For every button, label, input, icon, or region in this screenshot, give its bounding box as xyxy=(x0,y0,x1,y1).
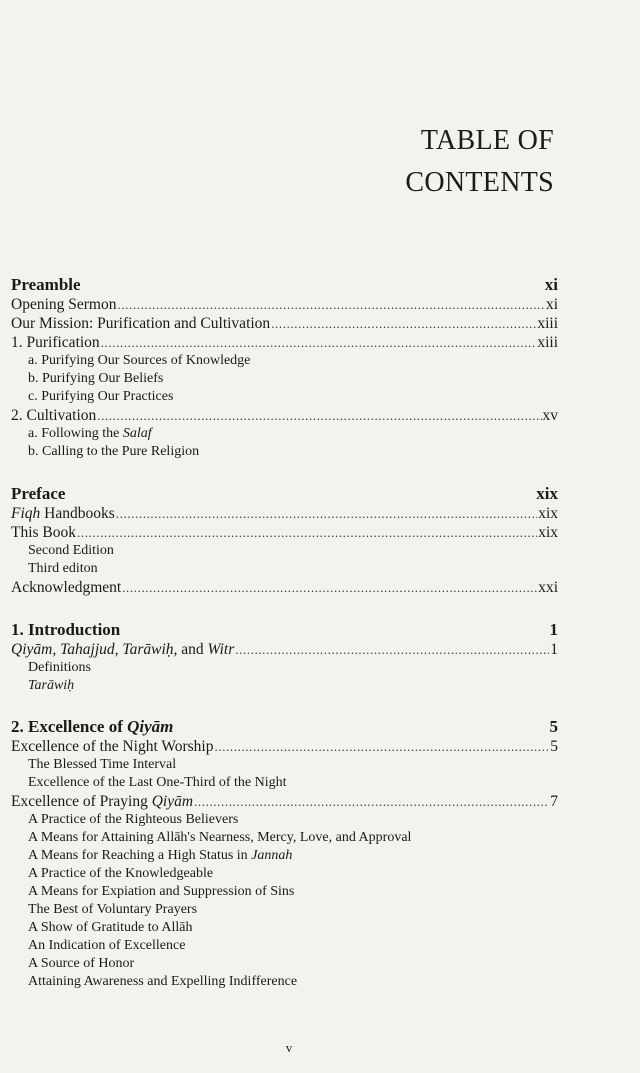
toc-subentry-text: The Blessed Time Interval xyxy=(28,757,177,772)
toc-entry-text: Opening Sermon xyxy=(11,296,117,313)
dot-leader xyxy=(235,640,549,659)
toc-entry-page-number: xxi xyxy=(538,579,558,596)
toc-entry-page-number: xv xyxy=(542,407,558,424)
toc-subentry-text: a. Following the xyxy=(28,426,123,441)
toc-section-preface xyxy=(11,484,558,597)
toc-entry-label xyxy=(11,406,96,425)
toc-subentry-text: An Indication of Excellence xyxy=(28,938,186,953)
section-page-number: 5 xyxy=(549,717,558,736)
section-heading-label xyxy=(11,275,81,295)
toc-subentry[interactable] xyxy=(11,811,558,829)
toc-entry-text: Witr xyxy=(207,641,235,658)
dot-leader xyxy=(215,737,550,756)
toc-subentry[interactable] xyxy=(11,756,558,774)
toc-subentry-text: Definitions xyxy=(28,660,91,675)
title-line-1: TABLE OF xyxy=(420,125,554,156)
toc-entry-page-number: 1 xyxy=(550,641,558,658)
toc-entry-label xyxy=(11,523,76,542)
toc-entry[interactable] xyxy=(11,792,558,811)
section-heading-label xyxy=(11,717,173,737)
toc-subentry[interactable] xyxy=(11,865,558,883)
toc-entry-label xyxy=(11,792,193,811)
toc-subentry[interactable] xyxy=(11,443,558,461)
toc-subentry[interactable] xyxy=(11,955,558,973)
toc-subentry[interactable] xyxy=(11,370,558,388)
toc-entry-text: 1. Purification xyxy=(11,334,100,351)
section-heading-italic-text: Qiyām xyxy=(127,717,174,736)
toc-subentry-text: b. Purifying Our Beliefs xyxy=(28,371,164,386)
toc-entry-label xyxy=(11,333,100,352)
toc-subentry[interactable] xyxy=(11,677,558,695)
toc-subentry-text: Tarāwiḥ xyxy=(28,678,75,693)
toc-subentry[interactable] xyxy=(11,388,558,406)
toc-entry-text: Excellence of Praying xyxy=(11,793,152,810)
toc-subentry[interactable] xyxy=(11,560,558,578)
section-heading-text: Preamble xyxy=(11,275,81,294)
toc-subentry-text: Attaining Awareness and Expelling Indifference xyxy=(28,974,298,989)
section-heading-label xyxy=(11,620,120,640)
toc-entry-page-number: xi xyxy=(545,296,558,313)
toc-entry-text: Our Mission: Purification and Cultivation xyxy=(11,315,271,332)
toc-entry[interactable] xyxy=(11,406,558,425)
section-heading[interactable] xyxy=(11,275,558,295)
toc-entry-page-number: xiii xyxy=(537,315,558,332)
toc-subentry-text: A Source of Honor xyxy=(28,956,135,971)
section-page-number: xix xyxy=(536,484,558,503)
toc-subentry-text: A Means for Reaching a High Status in xyxy=(28,848,252,863)
dot-leader xyxy=(194,792,549,811)
toc-section-preamble xyxy=(11,275,558,461)
toc-subentry[interactable] xyxy=(11,919,558,937)
toc-entry[interactable] xyxy=(11,578,558,597)
toc-subentry[interactable] xyxy=(11,847,558,865)
section-page-number: 1 xyxy=(549,620,558,639)
toc-entry-page-number: xix xyxy=(538,524,558,541)
toc-entry-text: Handbooks xyxy=(40,505,115,522)
dot-leader xyxy=(77,523,537,542)
toc-entry-text: 2. Cultivation xyxy=(11,407,97,424)
dot-leader xyxy=(122,578,537,597)
toc-subentry-text: A Show of Gratitude to Allāh xyxy=(28,920,193,935)
toc-subentry[interactable] xyxy=(11,774,558,792)
toc-entry-label xyxy=(11,578,121,597)
toc-subentry-text: A Means for Expiation and Suppression of Sins xyxy=(28,884,295,899)
section-heading[interactable] xyxy=(11,717,558,737)
toc-entry[interactable] xyxy=(11,333,558,352)
dot-leader xyxy=(97,406,541,425)
toc-entry-label xyxy=(11,504,115,523)
section-heading-text: 2. Excellence of xyxy=(11,717,128,736)
toc-entry-label xyxy=(11,314,270,333)
toc-subentry[interactable] xyxy=(11,901,558,919)
toc-entry-text: Acknowledgment xyxy=(11,579,122,596)
dot-leader xyxy=(101,333,537,352)
toc-subentry-text: A Practice of the Knowledgeable xyxy=(28,866,214,881)
toc-subentry-text: A Means for Attaining Allāh's Nearness, Mercy, Love, and Approval xyxy=(28,830,412,845)
toc-entry[interactable] xyxy=(11,523,558,542)
section-page-number: xi xyxy=(544,275,558,294)
toc-subentry[interactable] xyxy=(11,659,558,677)
toc-entry-text: and xyxy=(177,641,208,658)
section-heading-label xyxy=(11,484,65,504)
toc-entry-text: Qiyām xyxy=(151,793,194,810)
dot-leader xyxy=(116,504,537,523)
toc-entry[interactable] xyxy=(11,295,558,314)
toc-subentry-text: c. Purifying Our Practices xyxy=(28,389,174,404)
toc-entry[interactable] xyxy=(11,314,558,333)
toc-section-excellence-of-qiyam xyxy=(11,717,558,991)
section-heading[interactable] xyxy=(11,620,558,640)
toc-subentry[interactable] xyxy=(11,973,558,991)
toc-subentry-text: The Best of Voluntary Prayers xyxy=(28,902,198,917)
toc-subentry-text: a. Purifying Our Sources of Knowledge xyxy=(28,353,251,368)
toc-entry-text: Fiqh xyxy=(11,505,41,522)
toc-subentry[interactable] xyxy=(11,542,558,560)
toc-subentry[interactable] xyxy=(11,829,558,847)
section-heading-text: Preface xyxy=(11,484,66,503)
page-title xyxy=(405,120,554,204)
toc-entry-text: Excellence of the Night Worship xyxy=(11,738,214,755)
page-number: v xyxy=(285,1040,293,1055)
section-heading-text: 1. Introduction xyxy=(11,620,121,639)
toc-entry-label xyxy=(11,640,234,659)
toc-entry-label xyxy=(11,737,214,756)
toc-entry[interactable] xyxy=(11,640,558,659)
dot-leader xyxy=(117,295,544,314)
toc-entry[interactable] xyxy=(11,504,558,523)
toc-entry-page-number: xix xyxy=(538,505,558,522)
toc-subentry[interactable] xyxy=(11,425,558,443)
toc-entry-page-number: xiii xyxy=(537,334,558,351)
toc-subentry-text: Jannah xyxy=(251,848,293,863)
toc-entry-page-number: 7 xyxy=(550,793,558,810)
toc-subentry-text: A Practice of the Righteous Believers xyxy=(28,812,239,827)
toc-subentry-text: Salaf xyxy=(122,426,152,441)
section-heading[interactable] xyxy=(11,484,558,504)
toc-subentry[interactable] xyxy=(11,883,558,901)
title-line-2: CONTENTS xyxy=(405,167,554,198)
toc-subentry-text: Third editon xyxy=(28,561,98,576)
toc-subentry-text: b. Calling to the Pure Religion xyxy=(28,444,200,459)
toc-entry-text: Qiyām, Tahajjud, Tarāwiḥ, xyxy=(11,641,178,658)
dot-leader xyxy=(271,314,536,333)
toc-subentry-text: Second Edition xyxy=(28,543,114,558)
toc-entry-page-number: 5 xyxy=(550,738,558,755)
toc-subentry[interactable] xyxy=(11,352,558,370)
toc-subentry-text: Excellence of the Last One-Third of the Night xyxy=(28,775,287,790)
toc-subentry[interactable] xyxy=(11,937,558,955)
toc-entry[interactable] xyxy=(11,737,558,756)
toc-entry-text: This Book xyxy=(11,524,77,541)
toc-section-introduction xyxy=(11,620,558,695)
toc-entry-label xyxy=(11,295,116,314)
